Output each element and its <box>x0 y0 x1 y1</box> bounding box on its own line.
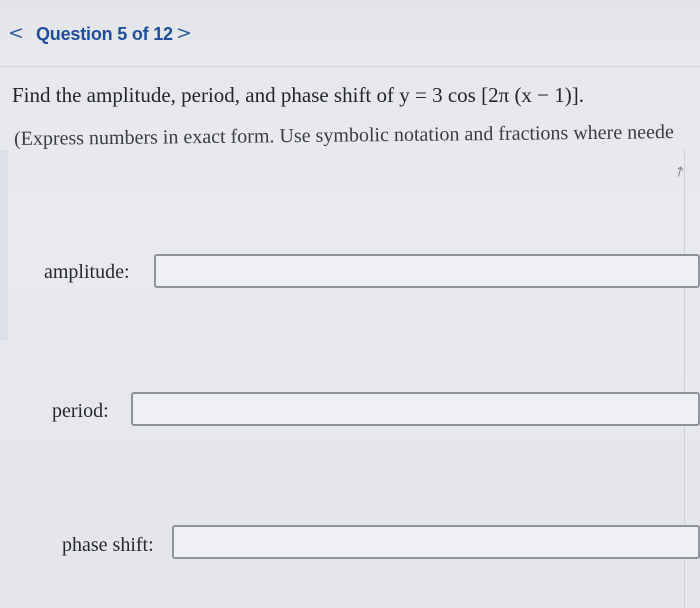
phase-shift-input[interactable] <box>172 525 700 559</box>
question-counter: Question 5 of 12 <box>36 24 173 44</box>
arrow-mark-icon: ↗ <box>670 162 689 182</box>
period-label: period: <box>52 400 109 422</box>
previous-question-chevron-icon[interactable]: < <box>8 22 24 44</box>
phase-shift-label: phase shift: <box>62 534 154 556</box>
question-prompt: Find the amplitude, period, and phase shift of y = 3 cos [2π (x − 1)]. <box>12 83 585 107</box>
nav-divider <box>0 66 700 67</box>
question-nav-bar <box>0 0 700 64</box>
period-input[interactable] <box>131 392 700 426</box>
question-instructions: (Express numbers in exact form. Use symbolic notation and fractions where neede <box>13 121 674 150</box>
amplitude-input[interactable] <box>154 254 700 288</box>
next-question-chevron-icon[interactable]: > <box>176 22 192 44</box>
amplitude-label: amplitude: <box>44 261 130 283</box>
left-accent-strip <box>0 150 8 340</box>
